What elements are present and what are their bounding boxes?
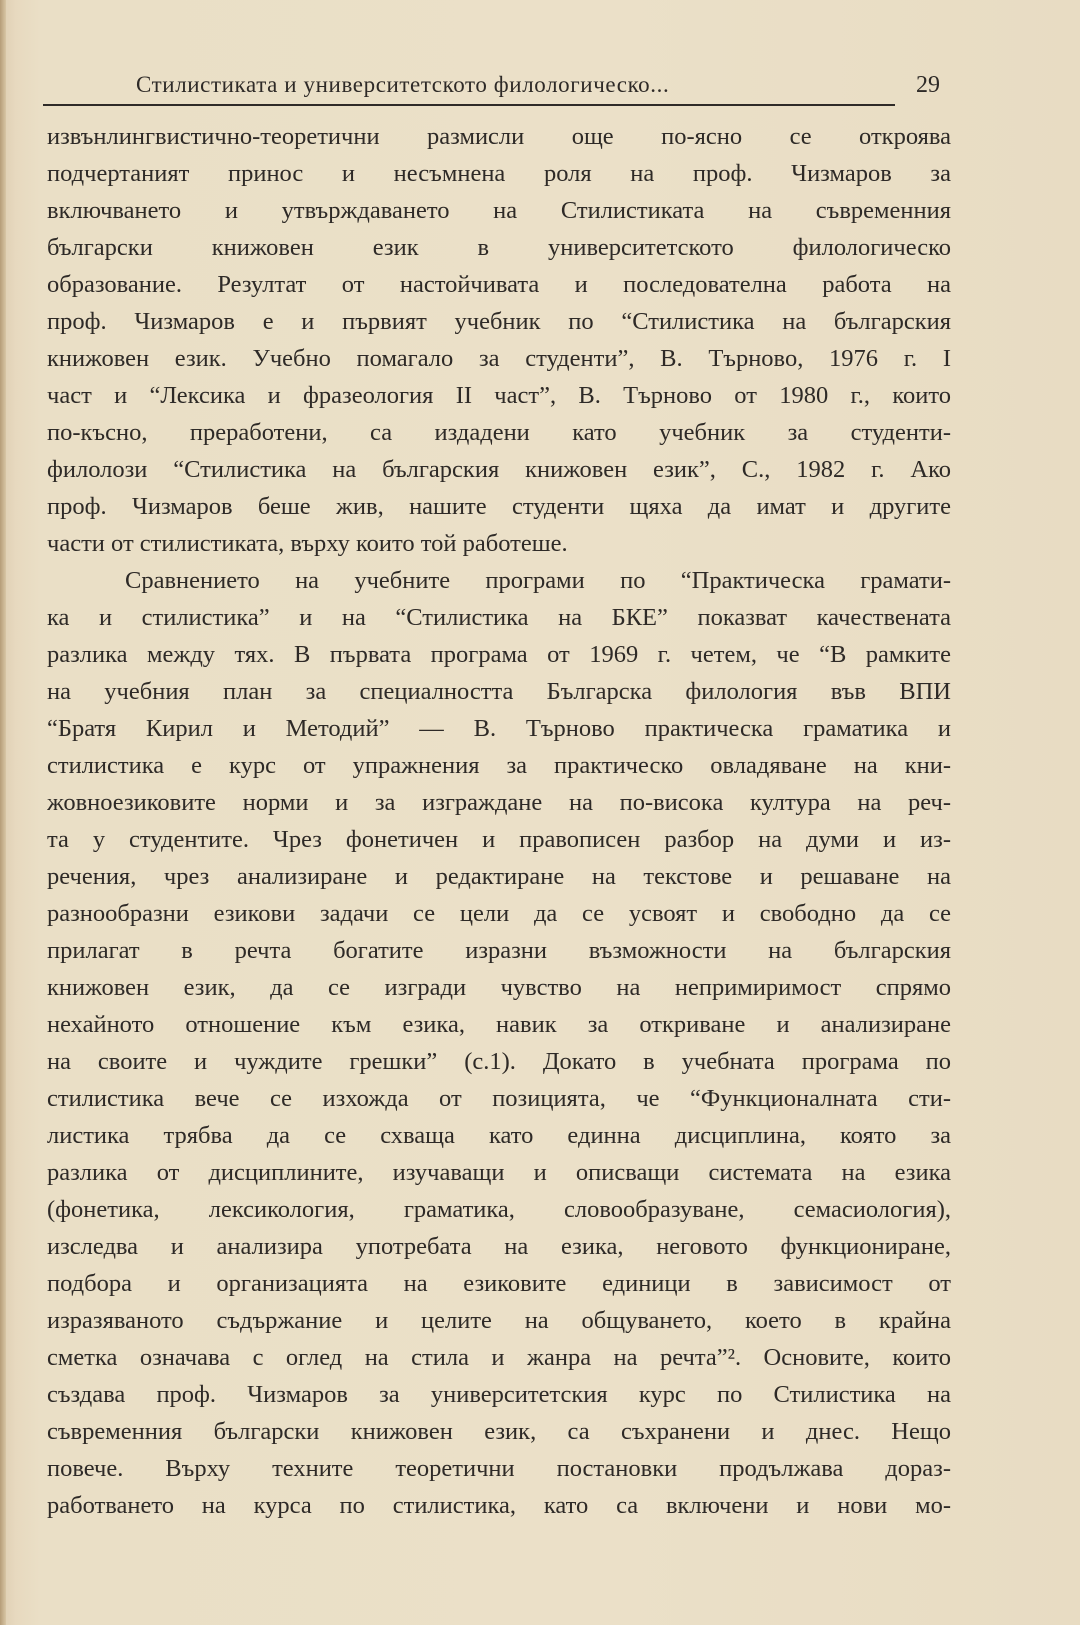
text-line: по-късно, преработени, са издадени като учебник за студенти- [47,419,951,446]
text-line: подчертаният принос и несъмнена роля на проф. Чизмаров за [47,160,951,187]
text-line: български книжовен език в университетското филологическо [47,234,951,261]
text-line: изследва и анализира употребата на езика, неговото функциониране, [47,1233,951,1260]
text-line: стилистика е курс от упражнения за практическо овладяване на кни- [47,752,951,779]
text-line: “Братя Кирил и Методий” — В. Търново практическа граматика и [47,715,951,742]
text-line: подбора и организацията на езиковите единици в зависимост от [47,1270,951,1297]
text-line: листика трябва да се схваща като единна дисциплина, която за [47,1122,951,1149]
text-line: част и “Лексика и фразеология II част”, В. Търново от 1980 г., които [47,382,951,409]
paragraph-first-line: Сравнението на учебните програми по “Практическа грамати- [125,567,951,594]
text-line: сметка означава с оглед на стила и жанра на речта”². Основите, които [47,1344,951,1371]
text-line: книжовен език, да се изгради чувство на непримиримост спрямо [47,974,951,1001]
text-line: работването на курса по стилистика, като са включени и нови мо- [47,1492,951,1519]
running-title: Стилистиката и университетското филологическо... [136,72,670,97]
text-line: стилистика вече се изхожда от позицията, че “Функционалната сти- [47,1085,951,1112]
text-line: повече. Върху техните теоретични постановки продължава дораз- [47,1455,951,1482]
text-line: проф. Чизмаров беше жив, нашите студенти щяха да имат и другите [47,493,951,520]
text-line: речения, чрез анализиране и редактиране на текстове и решаване на [47,863,951,890]
book-spine-shadow [0,0,6,1625]
text-line: съвременния български книжовен език, са съхранени и днес. Нещо [47,1418,951,1445]
text-line: разлика между тях. В първата програма от 1969 г. четем, че “В рамките [47,641,951,668]
text-line: части от стилистиката, върху които той работеше. [47,530,568,557]
text-line: проф. Чизмаров е и първият учебник по “Стилистика на българския [47,308,951,335]
text-line: филолози “Стилистика на българския книжовен език”, С., 1982 г. Ако [47,456,951,483]
text-line: включването и утвърждаването на Стилистиката на съвременния [47,197,951,224]
text-line: прилагат в речта богатите изразни възможности на българския [47,937,951,964]
text-line: книжовен език. Учебно помагало за студенти”, В. Търново, 1976 г. I [47,345,951,372]
text-line: нехайното отношение към езика, навик за откриване и анализиране [47,1011,951,1038]
running-header [43,68,940,106]
page-number: 29 [916,72,940,98]
text-line: образование. Резултат от настойчивата и последователна работа на [47,271,951,298]
text-line: жовноезиковите норми и за изграждане на по-висока култура на реч- [47,789,951,816]
text-line: разлика от дисциплините, изучаващи и описващи системата на езика [47,1159,951,1186]
text-line: изразяваното съдържание и целите на общуването, което в крайна [47,1307,951,1334]
text-line: създава проф. Чизмаров за университетския курс по Стилистика на [47,1381,951,1408]
text-line: та у студентите. Чрез фонетичен и правописен разбор на думи и из- [47,826,951,853]
text-line: на учебния план за специалността Българска филология във ВПИ [47,678,951,705]
text-line: на своите и чуждите грешки” (с.1). Докато в учебната програма по [47,1048,951,1075]
text-line: (фонетика, лексикология, граматика, словообразуване, семасиология), [47,1196,951,1223]
body-text [47,118,951,1524]
text-line: разнообразни езикови задачи се цели да се усвоят и свободно да се [47,900,951,927]
text-line: извънлингвистично-теоретични размисли още по-ясно се откроява [47,123,951,150]
text-line: ка и стилистика” и на “Стилистика на БКЕ” показват качествената [47,604,951,631]
